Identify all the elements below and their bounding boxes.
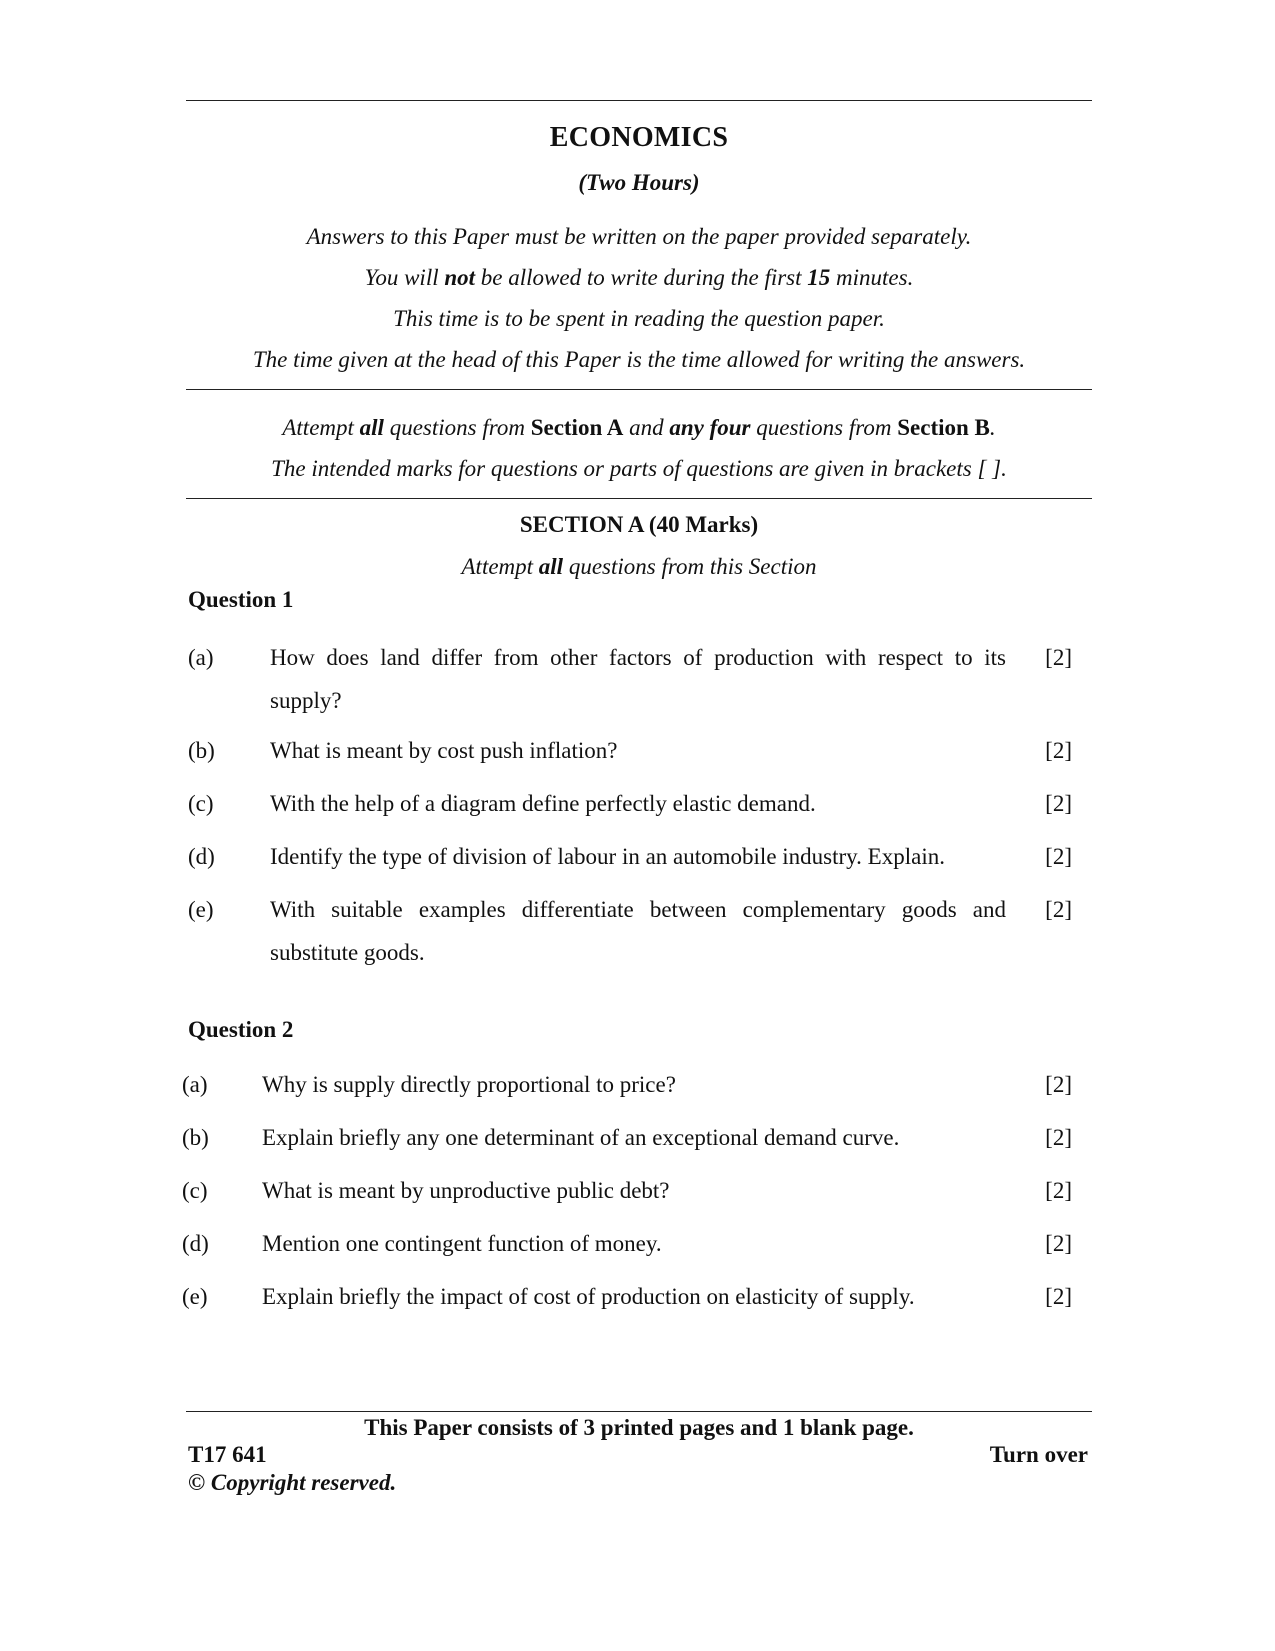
part-label: (e) bbox=[188, 897, 214, 922]
part-marks: [2] bbox=[1045, 1231, 1072, 1256]
turn-over-note: Turn over bbox=[989, 1442, 1088, 1467]
attempt-emphasis: all bbox=[359, 415, 384, 440]
section-a-title: SECTION A (40 Marks) bbox=[519, 512, 759, 537]
attempt-text: questions from bbox=[383, 415, 531, 440]
part-label: (a) bbox=[188, 645, 214, 670]
pages-note: This Paper consists of 3 printed pages and 1 blank page. bbox=[364, 1415, 914, 1440]
instruction-line-3: This time is to be spent in reading the question paper. bbox=[393, 306, 885, 331]
part-label: (c) bbox=[182, 1178, 208, 1203]
attempt-emphasis: Section A bbox=[530, 415, 624, 440]
top-rule bbox=[186, 100, 1092, 101]
paper-code: T17 641 bbox=[188, 1442, 267, 1467]
part-label: (b) bbox=[182, 1125, 209, 1150]
question-2-heading: Question 2 bbox=[188, 1017, 294, 1042]
instruction-text: be allowed to write during the first bbox=[475, 265, 808, 290]
part-label: (c) bbox=[188, 791, 214, 816]
part-marks: [2] bbox=[1045, 1072, 1072, 1097]
part-label: (a) bbox=[182, 1072, 208, 1097]
instructions-rule bbox=[186, 389, 1092, 390]
subtitle-text: questions from this Section bbox=[563, 554, 817, 579]
part-text: What is meant by cost push inflation? bbox=[270, 738, 618, 763]
section-rule bbox=[186, 498, 1092, 499]
attempt-text: . bbox=[989, 415, 996, 440]
part-marks: [2] bbox=[1045, 844, 1072, 869]
subtitle-text: Attempt bbox=[461, 554, 539, 579]
section-a-subtitle bbox=[186, 554, 1092, 580]
instruction-text: You will bbox=[364, 265, 445, 290]
instruction-emphasis: not bbox=[444, 265, 476, 290]
part-label: (d) bbox=[182, 1231, 209, 1256]
part-label: (d) bbox=[188, 844, 215, 869]
instruction-text: minutes. bbox=[830, 265, 914, 290]
exam-page bbox=[182, 0, 1092, 1651]
instruction-line-2 bbox=[186, 265, 1092, 291]
instruction-line-4: The time given at the head of this Paper is the time allowed for writing the answers. bbox=[252, 347, 1026, 372]
part-marks: [2] bbox=[1045, 1178, 1072, 1203]
part-text: Mention one contingent function of money. bbox=[262, 1231, 662, 1256]
attempt-emphasis: Section B bbox=[897, 415, 990, 440]
attempt-text: and bbox=[623, 415, 670, 440]
part-text: Explain briefly the impact of cost of production on elasticity of supply. bbox=[262, 1284, 915, 1309]
attempt-emphasis: any four bbox=[669, 415, 751, 440]
part-label: (e) bbox=[182, 1284, 208, 1309]
part-label: (b) bbox=[188, 738, 215, 763]
part-text: Why is supply directly proportional to price? bbox=[262, 1072, 676, 1097]
part-text: Identify the type of division of labour in an automobile industry. Explain. bbox=[270, 844, 945, 869]
marks-note: The intended marks for questions or parts of questions are given in brackets [ ]. bbox=[271, 456, 1007, 481]
footer-rule bbox=[186, 1411, 1092, 1412]
part-text: With suitable examples differentiate between complementary goods and substitute goods. bbox=[270, 897, 1006, 965]
copyright-notice: © Copyright reserved. bbox=[188, 1470, 397, 1495]
paper-duration: (Two Hours) bbox=[578, 170, 700, 195]
paper-title: ECONOMICS bbox=[549, 122, 729, 153]
attempt-text: questions from bbox=[750, 415, 898, 440]
part-text: Explain briefly any one determinant of an exceptional demand curve. bbox=[262, 1125, 900, 1150]
instruction-emphasis: 15 bbox=[807, 265, 831, 290]
instruction-line-1: Answers to this Paper must be written on the paper provided separately. bbox=[306, 224, 972, 249]
part-marks: [2] bbox=[1045, 897, 1072, 922]
subtitle-emphasis: all bbox=[538, 554, 564, 579]
part-marks: [2] bbox=[1045, 791, 1072, 816]
attempt-text: Attempt bbox=[282, 415, 360, 440]
part-text: With the help of a diagram define perfectly elastic demand. bbox=[270, 791, 816, 816]
part-text: How does land differ from other factors of production with respect to its supply? bbox=[270, 645, 1006, 713]
part-marks: [2] bbox=[1045, 738, 1072, 763]
part-marks: [2] bbox=[1045, 1125, 1072, 1150]
part-marks: [2] bbox=[1045, 645, 1072, 670]
attempt-instruction bbox=[186, 415, 1092, 441]
part-marks: [2] bbox=[1045, 1284, 1072, 1309]
part-text: What is meant by unproductive public debt? bbox=[262, 1178, 670, 1203]
question-1-heading: Question 1 bbox=[188, 587, 294, 612]
